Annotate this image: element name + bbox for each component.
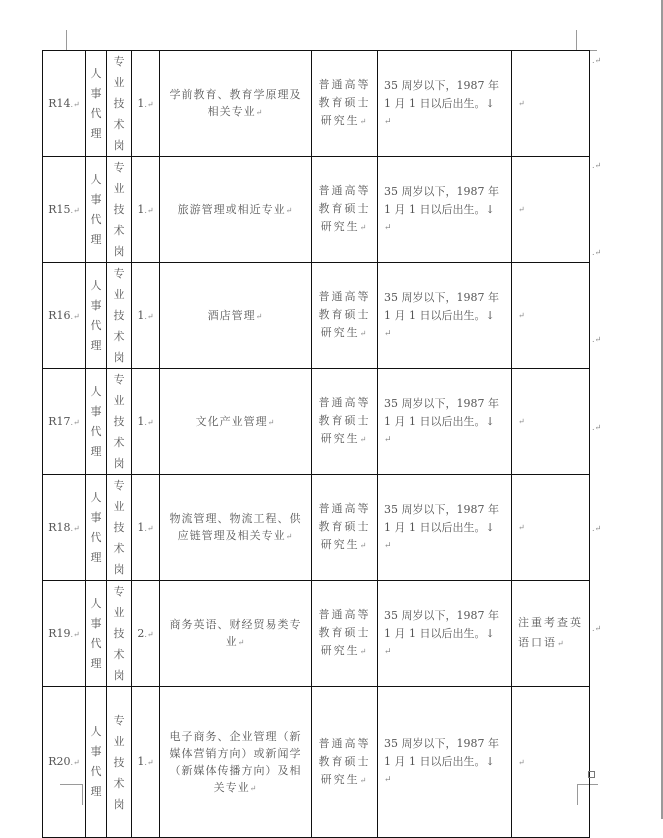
cell-major[interactable] bbox=[160, 475, 312, 581]
paragraph-mark: ↵ bbox=[255, 108, 264, 117]
type-text: 人事代理 bbox=[90, 172, 102, 246]
cell-education[interactable] bbox=[312, 687, 378, 838]
age-text: 35 周岁以下，1987 年 1 月 1 日以后出生。↓ bbox=[384, 396, 499, 428]
paragraph-mark: .↵ bbox=[144, 523, 154, 533]
cell-age-requirement[interactable] bbox=[378, 51, 512, 157]
type-text: 人事代理 bbox=[90, 490, 102, 564]
type-text: 人事代理 bbox=[90, 278, 102, 352]
post-text: 专业技术岗 bbox=[113, 55, 125, 152]
age-text: 35 周岁以下，1987 年 1 月 1 日以后出生。↓ bbox=[384, 737, 499, 768]
paragraph-mark: ↵ bbox=[359, 775, 369, 785]
note-text: 注重考查英语口语 bbox=[518, 616, 583, 649]
table-row bbox=[43, 51, 590, 157]
type-text: 人事代理 bbox=[90, 66, 102, 140]
cell-post-type[interactable] bbox=[107, 369, 132, 475]
major-text: 物流管理、物流工程、供应链管理及相关专业 bbox=[169, 512, 302, 542]
post-text: 专业技术岗 bbox=[113, 161, 125, 258]
cell-notes[interactable] bbox=[512, 687, 590, 838]
edu-text: 普通高等教育硕士研究生 bbox=[318, 290, 371, 339]
age-text: 35 周岁以下，1987 年 1 月 1 日以后出生。↓ bbox=[384, 608, 499, 640]
paragraph-mark: ↵ bbox=[384, 222, 392, 233]
paragraph-mark: .↵ bbox=[144, 99, 154, 109]
cell-count[interactable] bbox=[132, 157, 160, 263]
type-text: 人事代理 bbox=[90, 725, 102, 798]
paragraph-mark: .↵ bbox=[70, 629, 80, 639]
paragraph-mark: .↵ bbox=[144, 311, 154, 321]
cell-position-id[interactable] bbox=[43, 263, 86, 369]
type-text: 人事代理 bbox=[90, 596, 102, 670]
type-text: 人事代理 bbox=[90, 384, 102, 458]
cell-employment-type[interactable] bbox=[86, 369, 107, 475]
paragraph-mark: ↵ bbox=[384, 434, 392, 445]
cell-notes[interactable] bbox=[512, 475, 590, 581]
cell-age-requirement[interactable] bbox=[378, 581, 512, 687]
age-text: 35 周岁以下，1987 年 1 月 1 日以后出生。↓ bbox=[384, 502, 499, 534]
count-text: 1 bbox=[137, 520, 145, 534]
cell-position-id[interactable] bbox=[43, 687, 86, 838]
paragraph-mark: ↵ bbox=[518, 757, 527, 767]
row-end-mark: .↵ bbox=[592, 56, 602, 65]
cell-major[interactable] bbox=[160, 581, 312, 687]
cell-major[interactable] bbox=[160, 687, 312, 838]
table-body bbox=[43, 51, 590, 838]
id-text: R18 bbox=[48, 520, 71, 534]
id-text: R17 bbox=[48, 414, 71, 428]
id-text: R20 bbox=[48, 755, 71, 768]
cell-age-requirement[interactable] bbox=[378, 475, 512, 581]
post-text: 专业技术岗 bbox=[113, 713, 125, 811]
edu-text: 普通高等教育硕士研究生 bbox=[318, 502, 371, 551]
cell-major[interactable] bbox=[160, 51, 312, 157]
cell-education[interactable] bbox=[312, 263, 378, 369]
cell-count[interactable] bbox=[132, 475, 160, 581]
cell-count[interactable] bbox=[132, 687, 160, 838]
paragraph-mark: .↵ bbox=[70, 205, 80, 215]
table-resize-handle[interactable] bbox=[588, 771, 595, 778]
cell-education[interactable] bbox=[312, 475, 378, 581]
paragraph-mark: ↵ bbox=[518, 417, 527, 426]
cell-major[interactable] bbox=[160, 157, 312, 263]
count-text: 1 bbox=[137, 202, 145, 216]
paragraph-mark: .↵ bbox=[144, 629, 154, 639]
cell-post-type[interactable] bbox=[107, 263, 132, 369]
cell-education[interactable] bbox=[312, 581, 378, 687]
recruitment-table bbox=[42, 50, 590, 838]
paragraph-mark: .↵ bbox=[70, 523, 80, 533]
post-text: 专业技术岗 bbox=[113, 267, 125, 364]
major-text: 商务英语、财经贸易类专业 bbox=[169, 618, 302, 648]
id-text: R14 bbox=[48, 96, 71, 110]
paragraph-mark: ↵ bbox=[384, 775, 392, 785]
paragraph-mark: ↵ bbox=[384, 116, 392, 127]
row-end-mark: .↵ bbox=[592, 524, 602, 533]
count-text: 1 bbox=[137, 308, 145, 322]
edu-text: 普通高等教育硕士研究生 bbox=[318, 736, 371, 786]
paragraph-mark: ↵ bbox=[267, 417, 276, 427]
paragraph-mark: ↵ bbox=[384, 328, 392, 339]
paragraph-mark: ↵ bbox=[255, 311, 264, 321]
cell-education[interactable] bbox=[312, 157, 378, 263]
cell-count[interactable] bbox=[132, 581, 160, 687]
cell-post-type[interactable] bbox=[107, 157, 132, 263]
cell-count[interactable] bbox=[132, 263, 160, 369]
paragraph-mark: ↵ bbox=[249, 783, 258, 793]
cell-count[interactable] bbox=[132, 51, 160, 157]
post-text: 专业技术岗 bbox=[113, 479, 125, 576]
cell-education[interactable] bbox=[312, 51, 378, 157]
cell-employment-type[interactable] bbox=[86, 687, 107, 838]
paragraph-mark: ↵ bbox=[384, 540, 392, 551]
paragraph-mark: ↵ bbox=[359, 223, 369, 232]
cell-notes[interactable] bbox=[512, 157, 590, 263]
post-text: 专业技术岗 bbox=[113, 373, 125, 470]
table-row bbox=[43, 263, 590, 369]
id-text: R15 bbox=[48, 202, 71, 216]
cell-age-requirement[interactable] bbox=[378, 157, 512, 263]
major-text: 酒店管理 bbox=[207, 308, 256, 322]
paragraph-mark: ↵ bbox=[359, 329, 369, 338]
paragraph-mark: ↵ bbox=[384, 646, 392, 657]
paragraph-mark: .↵ bbox=[70, 417, 80, 427]
id-text: R19 bbox=[48, 626, 71, 640]
paragraph-mark: .↵ bbox=[70, 311, 80, 321]
post-text: 专业技术岗 bbox=[113, 585, 125, 682]
paragraph-mark: ↵ bbox=[518, 205, 527, 214]
table-row bbox=[43, 369, 590, 475]
age-text: 35 周岁以下，1987 年 1 月 1 日以后出生。↓ bbox=[384, 78, 499, 110]
edu-text: 普通高等教育硕士研究生 bbox=[318, 396, 371, 445]
cell-age-requirement[interactable] bbox=[378, 263, 512, 369]
cell-position-id[interactable] bbox=[43, 475, 86, 581]
major-text: 文化产业管理 bbox=[195, 414, 268, 428]
cell-age-requirement[interactable] bbox=[378, 369, 512, 475]
age-text: 35 周岁以下，1987 年 1 月 1 日以后出生。↓ bbox=[384, 184, 499, 216]
cell-notes[interactable] bbox=[512, 581, 590, 687]
major-text: 旅游管理或相近专业 bbox=[177, 202, 286, 216]
major-text: 学前教育、教育学原理及相关专业 bbox=[169, 88, 302, 118]
edu-text: 普通高等教育硕士研究生 bbox=[318, 184, 371, 233]
edu-text: 普通高等教育硕士研究生 bbox=[318, 78, 371, 127]
age-text: 35 周岁以下，1987 年 1 月 1 日以后出生。↓ bbox=[384, 290, 499, 322]
paragraph-mark: ↵ bbox=[285, 532, 294, 541]
cell-notes[interactable] bbox=[512, 263, 590, 369]
count-text: 1 bbox=[137, 414, 145, 428]
row-end-mark: .↵ bbox=[592, 161, 602, 170]
paragraph-mark: ↵ bbox=[359, 647, 369, 656]
table-row bbox=[43, 581, 590, 687]
paragraph-mark: .↵ bbox=[70, 758, 80, 767]
paragraph-mark: .↵ bbox=[144, 205, 154, 215]
paragraph-mark: ↵ bbox=[518, 99, 527, 108]
paragraph-mark: ↵ bbox=[237, 638, 246, 647]
paragraph-mark: ↵ bbox=[359, 435, 369, 444]
table-row bbox=[43, 157, 590, 263]
cell-position-id[interactable] bbox=[43, 369, 86, 475]
cell-employment-type[interactable] bbox=[86, 263, 107, 369]
edu-text: 普通高等教育硕士研究生 bbox=[318, 608, 371, 657]
cell-count[interactable] bbox=[132, 369, 160, 475]
count-text: 1 bbox=[137, 755, 145, 768]
row-end-mark: .↵ bbox=[592, 624, 602, 633]
cell-employment-type[interactable] bbox=[86, 581, 107, 687]
row-end-mark: .↵ bbox=[592, 248, 602, 257]
paragraph-mark: ↵ bbox=[518, 523, 527, 532]
cell-notes[interactable] bbox=[512, 51, 590, 157]
paragraph-mark: .↵ bbox=[70, 99, 80, 109]
cell-position-id[interactable] bbox=[43, 157, 86, 263]
cell-major[interactable] bbox=[160, 263, 312, 369]
paragraph-mark: ↵ bbox=[557, 639, 566, 648]
crop-mark-top-right bbox=[576, 30, 597, 51]
cell-major[interactable] bbox=[160, 369, 312, 475]
paragraph-mark: ↵ bbox=[359, 117, 369, 126]
row-end-mark: .↵ bbox=[592, 423, 602, 432]
cell-education[interactable] bbox=[312, 369, 378, 475]
paragraph-mark: ↵ bbox=[518, 311, 527, 320]
id-text: R16 bbox=[48, 308, 71, 322]
cell-position-id[interactable] bbox=[43, 581, 86, 687]
cell-position-id[interactable] bbox=[43, 51, 86, 157]
paragraph-mark: ↵ bbox=[285, 205, 294, 215]
cell-post-type[interactable] bbox=[107, 581, 132, 687]
cell-post-type[interactable] bbox=[107, 51, 132, 157]
cell-employment-type[interactable] bbox=[86, 157, 107, 263]
row-end-mark: .↵ bbox=[592, 335, 602, 344]
cell-notes[interactable] bbox=[512, 369, 590, 475]
cell-post-type[interactable] bbox=[107, 475, 132, 581]
paragraph-mark: ↵ bbox=[359, 541, 369, 550]
cell-employment-type[interactable] bbox=[86, 475, 107, 581]
cell-post-type[interactable] bbox=[107, 687, 132, 838]
table-row bbox=[43, 687, 590, 838]
table-row bbox=[43, 475, 590, 581]
paragraph-mark: .↵ bbox=[144, 417, 154, 427]
paragraph-mark: .↵ bbox=[144, 758, 154, 767]
cell-employment-type[interactable] bbox=[86, 51, 107, 157]
count-text: 1 bbox=[137, 96, 145, 110]
cell-age-requirement[interactable] bbox=[378, 687, 512, 838]
count-text: 2 bbox=[137, 626, 145, 640]
crop-mark-top-left bbox=[44, 30, 67, 51]
major-text: 电子商务、企业管理（新媒体营销方向）或新闻学（新媒体传播方向）及相关专业 bbox=[169, 729, 302, 794]
